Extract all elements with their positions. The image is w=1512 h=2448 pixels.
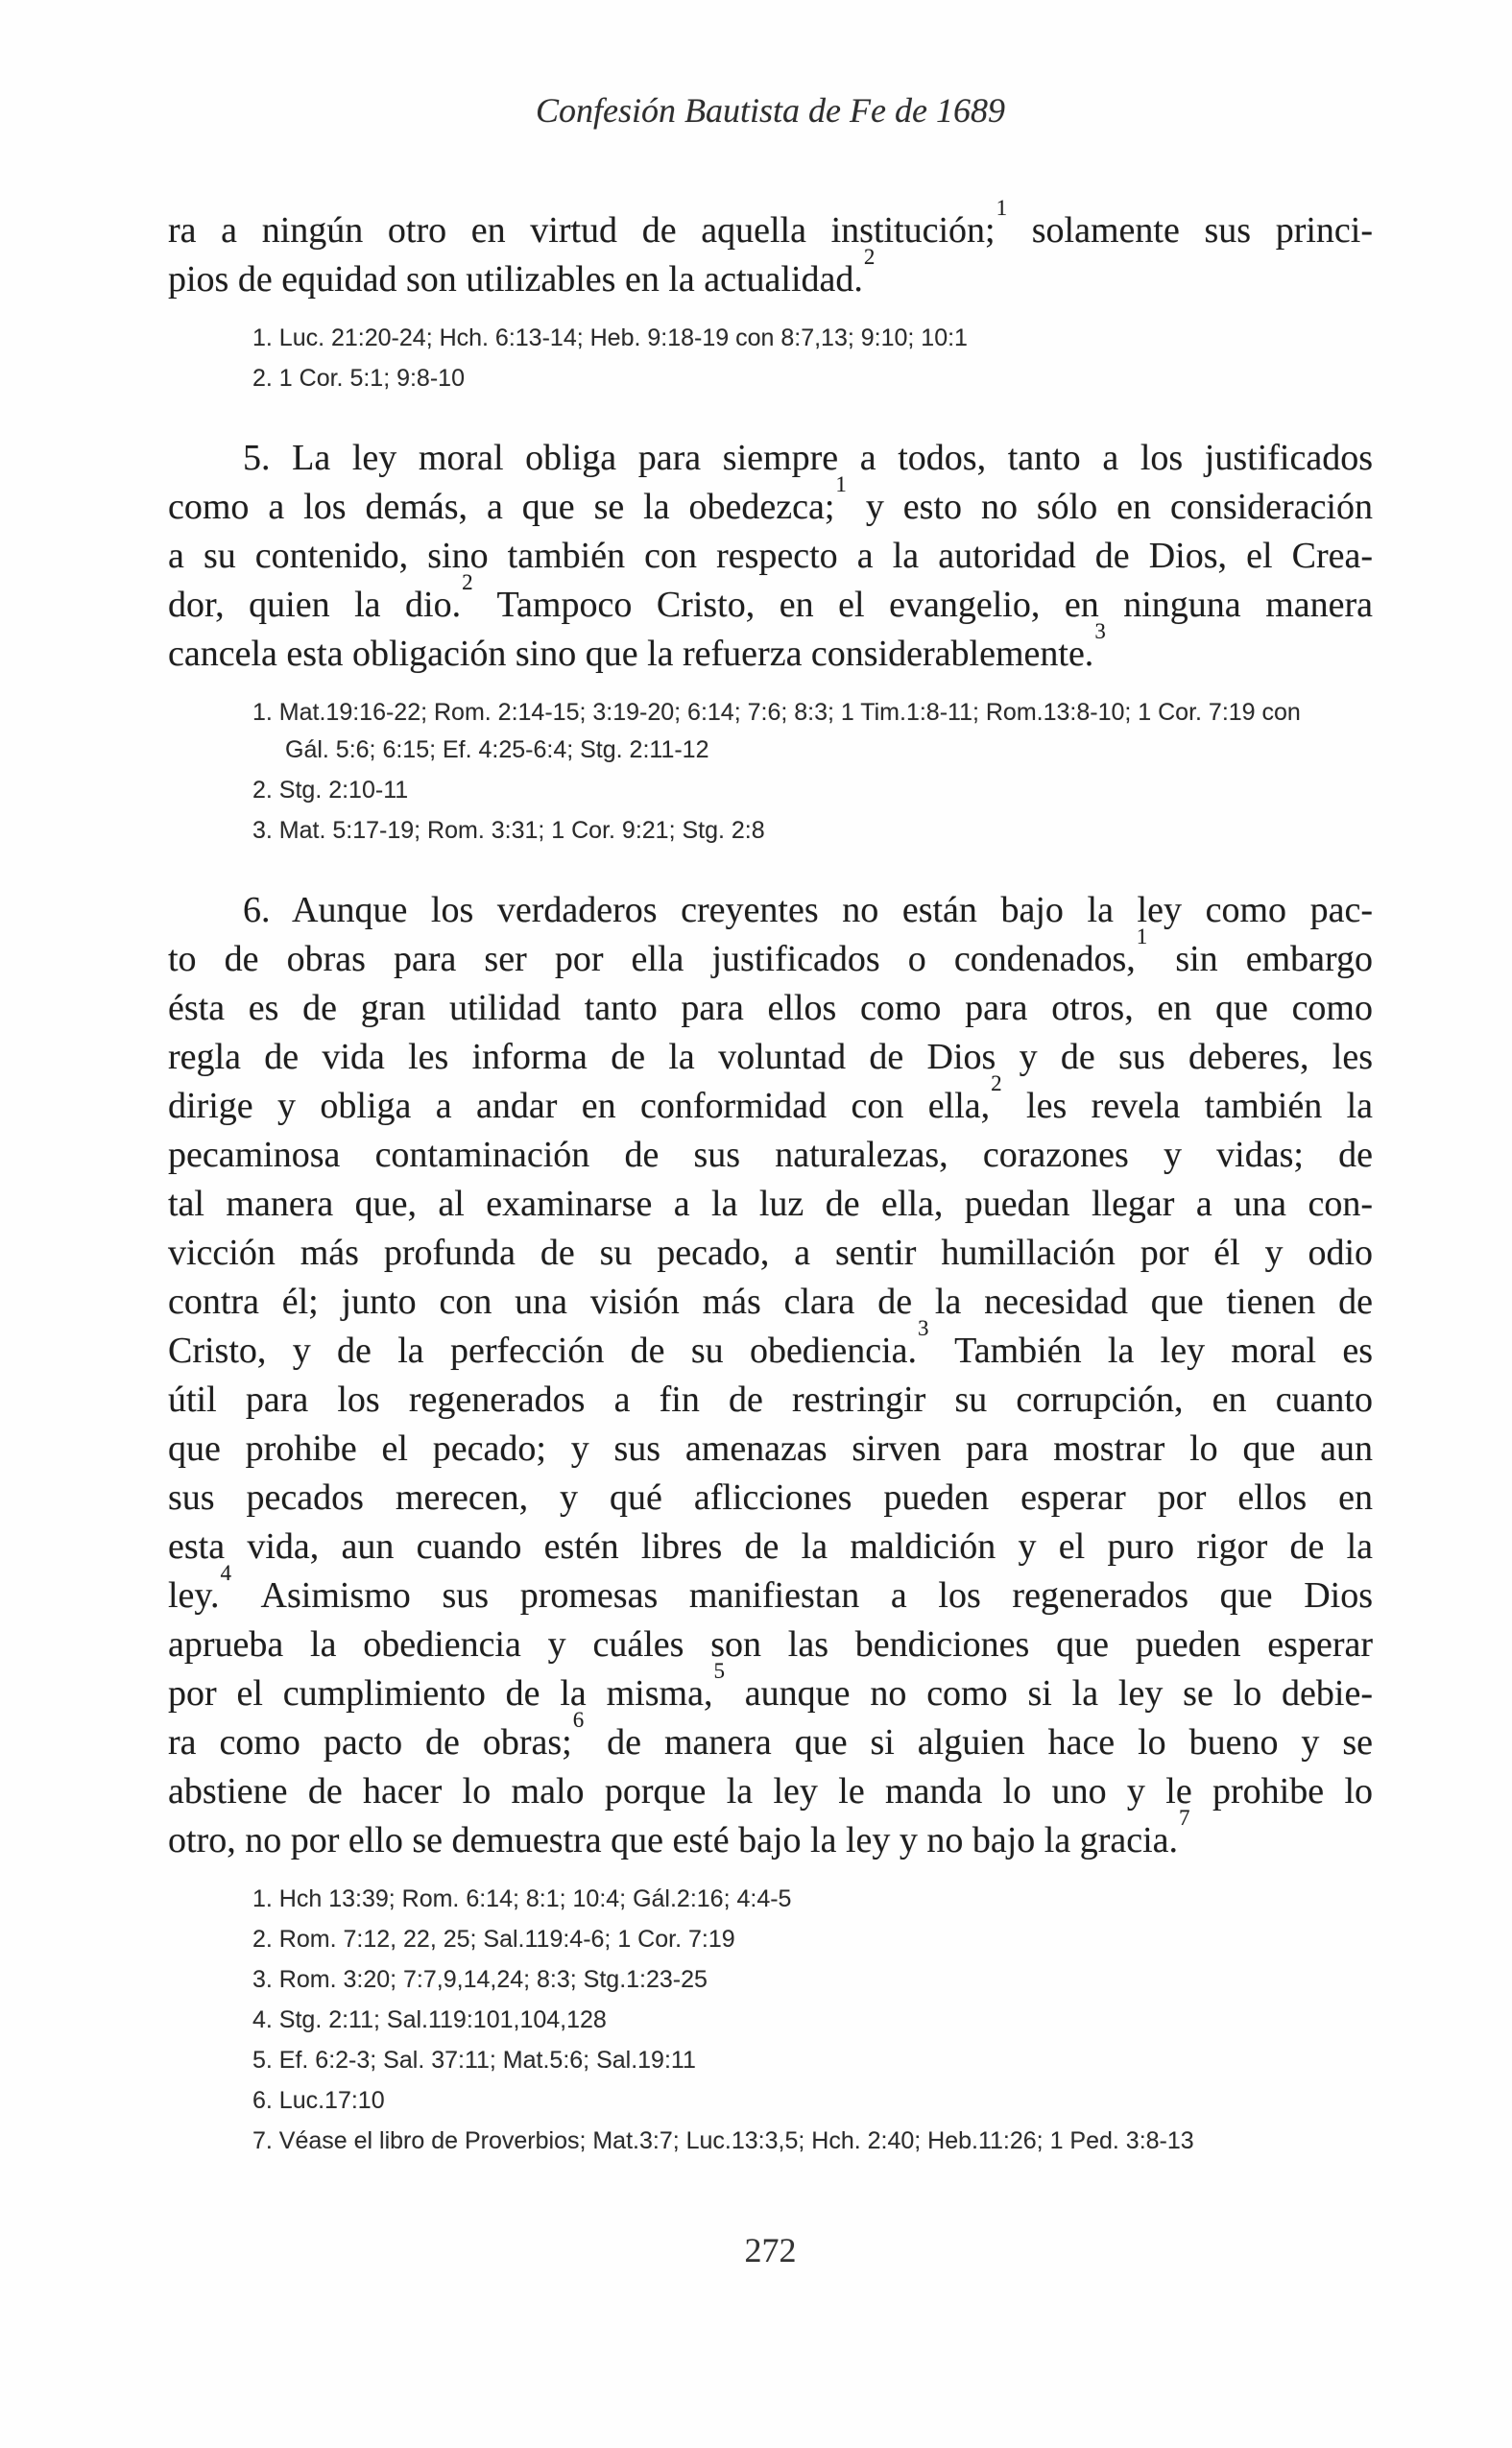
text-line: otro, no por ello se demuestra que esté bajo la ley y no bajo la gracia.$^7$ [168, 1806, 1190, 1860]
footnote-marker: 2 [991, 1071, 1002, 1096]
text-line: abstiene de hacer lo malo porque la ley le manda lo uno y le prohibe lo [168, 1771, 1373, 1812]
footnote-marker: 5 [713, 1659, 725, 1684]
text-line: esta vida, aun cuando estén libres de la maldición y el puro rigor de la [168, 1526, 1373, 1567]
text-line: como a los demás, a que se la obedezca;$^1$ y esto no sólo en consideración [168, 472, 1373, 527]
paragraph-6 [168, 886, 1373, 1865]
text-line: sus pecados merecen, y qué aflicciones pueden esperar por ellos en [168, 1477, 1373, 1518]
paragraph-5 [168, 434, 1373, 679]
reference-item: 4. Stg. 2:11; Sal.119:101,104,128 [252, 2006, 607, 2033]
text-line: regla de vida les informa de la voluntad de Dios y de sus deberes, les [168, 1037, 1373, 1077]
footnote-marker: 6 [572, 1708, 585, 1733]
references-paragraph-4 [252, 320, 1308, 397]
text-line: ra como pacto de obras;$^6$ de manera que si alguien hace lo bueno y se [168, 1708, 1373, 1763]
footnote-marker: 3 [918, 1316, 929, 1341]
footnote-marker: 1 [996, 196, 1008, 221]
text-line: dirige y obliga a andar en conformidad con ella,$^2$ les revela también la [168, 1071, 1374, 1126]
running-head: Confesión Bautista de Fe de 1689 [536, 91, 1005, 130]
text-line: ra a ningún otro en virtud de aquella institución;$^1$ solamente sus princi- [168, 196, 1373, 251]
text-line: aprueba la obediencia y cuáles son las bendiciones que pueden esperar [168, 1624, 1373, 1665]
reference-item: 7. Véase el libro de Proverbios; Mat.3:7; Luc.13:3,5; Hch. 2:40; Heb.11:26; 1 Ped. 3:8-13 [252, 2127, 1194, 2154]
reference-item: 1. Mat.19:16-22; Rom. 2:14-15; 3:19-20; 6:14; 7:6; 8:3; 1 Tim.1:8-11; Rom.13:8-10; 1 Cor. 7:19 con Gál. 5:6; 6:15; Ef. 4:25-6:4; Stg. 2:11-12 [252, 699, 1301, 763]
footnote-marker: 7 [1179, 1806, 1190, 1831]
reference-item: 3. Rom. 3:20; 7:7,9,14,24; 8:3; Stg.1:23-25 [252, 1966, 708, 1993]
footnote-marker: 4 [220, 1561, 231, 1586]
text-line: ley.$^4$ Asimismo sus promesas manifiestan a los regenerados que Dios [168, 1561, 1373, 1616]
text-line: tal manera que, al examinarse a la luz de ella, puedan llegar a una con- [168, 1184, 1373, 1224]
text-line: dor, quien la dio.$^2$ Tampoco Cristo, en el evangelio, en ninguna manera [168, 570, 1373, 625]
text-line: to de obras para ser por ella justificados o condenados,$^1$ sin embargo [168, 924, 1373, 979]
text-line: Cristo, y de la perfección de su obediencia.$^3$ También la ley moral es [168, 1316, 1374, 1371]
references-paragraph-5 [252, 694, 1308, 850]
footnote-marker: 1 [1136, 924, 1148, 949]
reference-item: 5. Ef. 6:2-3; Sal. 37:11; Mat.5:6; Sal.19:11 [252, 2047, 696, 2074]
paragraph-4-continuation [168, 196, 1373, 304]
reference-item: 2. Rom. 7:12, 22, 25; Sal.119:4-6; 1 Cor. 7:19 [252, 1926, 735, 1953]
text-line: que prohibe el pecado; y sus amenazas sirven para mostrar lo que aun [168, 1428, 1373, 1469]
text-line: 5. La ley moral obliga para siempre a todos, tanto a los justificados [243, 438, 1373, 478]
footnote-marker: 1 [835, 472, 847, 497]
reference-item: 1. Hch 13:39; Rom. 6:14; 8:1; 10:4; Gál.2:16; 4:4-5 [252, 1885, 792, 1912]
page-body [168, 196, 1374, 2160]
text-line: útil para los regenerados a fin de restringir su corrupción, en cuanto [168, 1380, 1373, 1420]
text-line: a su contenido, sino también con respecto a la autoridad de Dios, el Crea- [168, 536, 1373, 576]
references-paragraph-6 [252, 1881, 1308, 2160]
text-line: ésta es de gran utilidad tanto para ellos como para otros, en que como [168, 988, 1373, 1028]
reference-item: 1. Luc. 21:20-24; Hch. 6:13-14; Heb. 9:18-19 con 8:7,13; 9:10; 10:1 [252, 324, 968, 351]
footnote-marker: 2 [462, 570, 473, 595]
footnote-marker: 3 [1094, 619, 1106, 644]
text-line: pios de equidad son utilizables en la actualidad.$^2$ [168, 245, 876, 300]
reference-item: 2. 1 Cor. 5:1; 9:8-10 [252, 365, 465, 392]
page-number: 272 [744, 2231, 797, 2269]
text-line: pecaminosa contaminación de sus naturalezas, corazones y vidas; de [168, 1135, 1373, 1175]
reference-item: 3. Mat. 5:17-19; Rom. 3:31; 1 Cor. 9:21; Stg. 2:8 [252, 817, 765, 844]
text-line: vicción más profunda de su pecado, a sentir humillación por él y odio [168, 1233, 1373, 1273]
text-line: contra él; junto con una visión más clara de la necesidad que tienen de [168, 1282, 1373, 1322]
reference-item: 6. Luc.17:10 [252, 2087, 385, 2114]
text-line: 6. Aunque los verdaderos creyentes no están bajo la ley como pac- [243, 890, 1373, 930]
text-line: por el cumplimiento de la misma,$^5$ aunque no como si la ley se lo debie- [168, 1659, 1373, 1714]
footnote-marker: 2 [863, 245, 876, 270]
text-line: cancela esta obligación sino que la refuerza considerablemente.$^3$ [168, 619, 1106, 674]
reference-item: 2. Stg. 2:10-11 [252, 777, 409, 804]
